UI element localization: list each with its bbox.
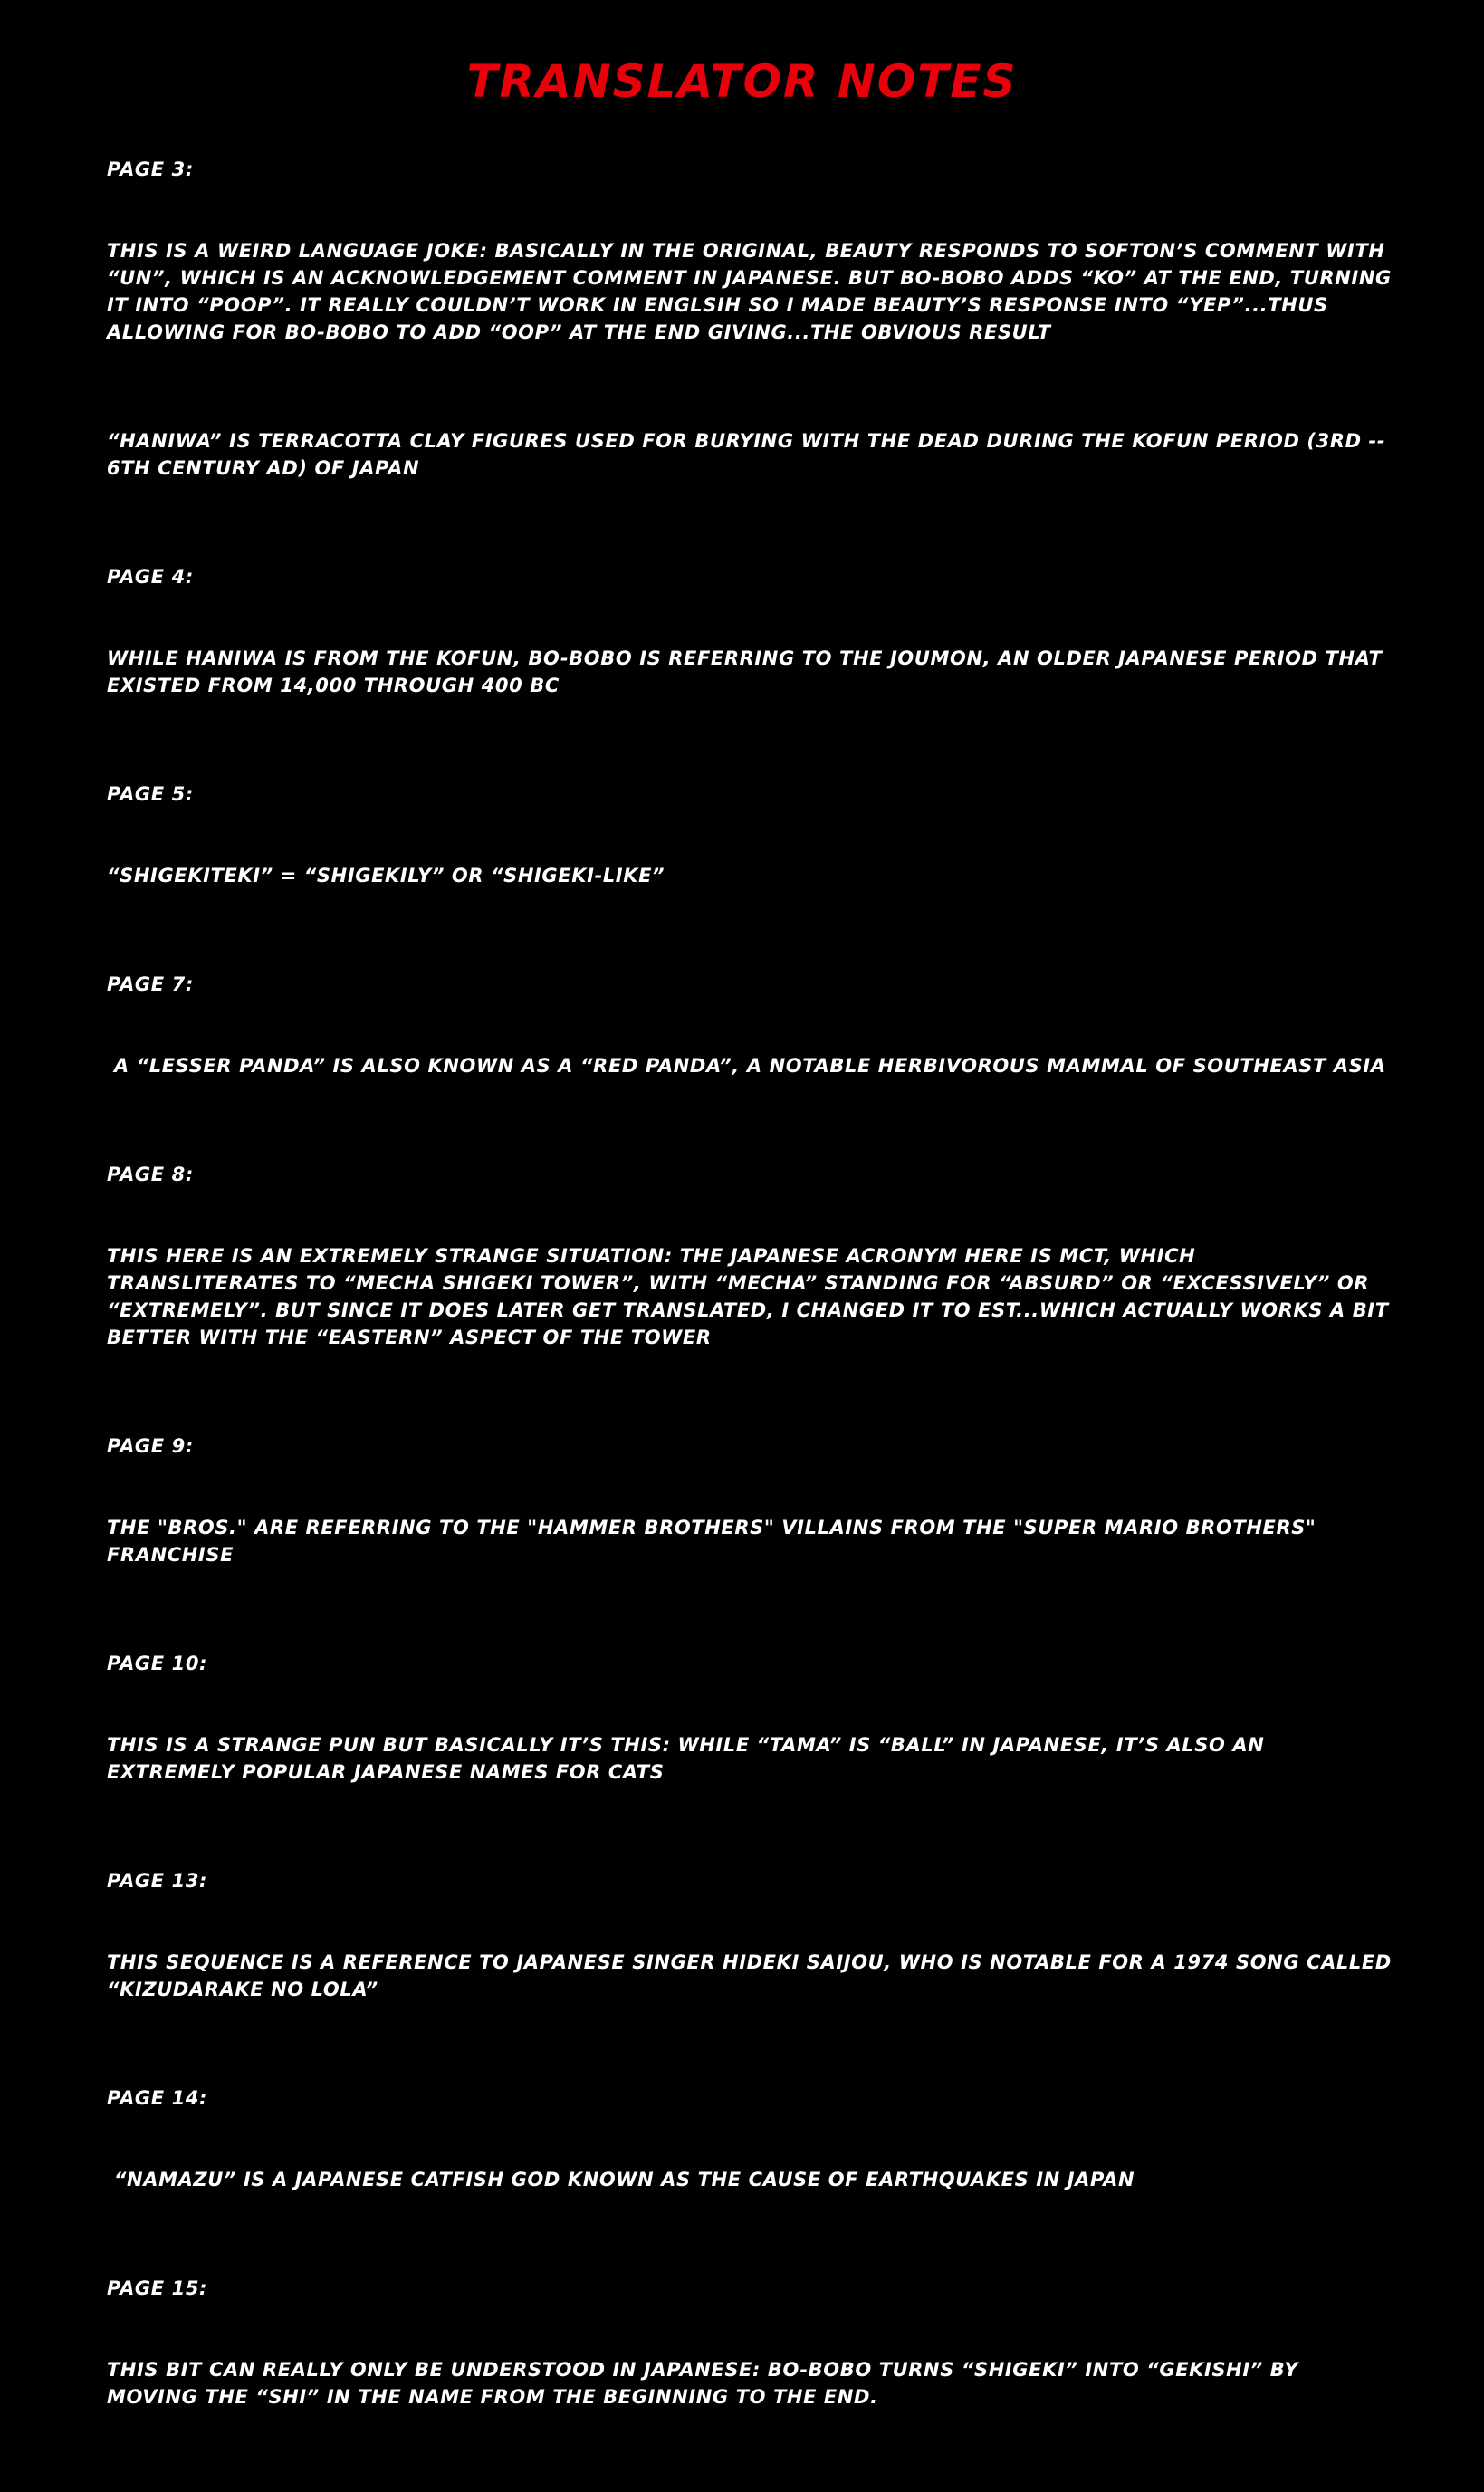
note-heading: PAGE 10: <box>107 1653 208 1674</box>
note-page-13 <box>107 1867 1399 2057</box>
note-page-14 <box>107 2085 1393 2248</box>
note-paragraph: THIS HERE IS AN EXTREMELY STRANGE SITUATION: THE JAPANESE ACRONYM HERE IS MCT, WHICH TRANSLITERATES TO “MECHA SHIGEKI TOWER”, WITH “MECHA” STANDING FOR “ABSURD” OR “EXCESSIVELY” OR “EXTREMELY”. BUT SINCE IT DOES LATER GET TRANSLATED, I CHANGED IT TO EST...WHICH ACTUALLY WORKS A BIT BETTER WITH THE “EASTERN” ASPECT OF THE TOWER <box>107 1245 1396 1348</box>
note-heading: PAGE 14: <box>107 2087 208 2109</box>
note-page-15 <box>107 2275 1393 2465</box>
note-body <box>107 1677 1393 1840</box>
note-heading: PAGE 13: <box>107 1870 208 1892</box>
note-heading: PAGE 7: <box>107 973 194 995</box>
note-paragraph: “SHIGEKITEKI” = “SHIGEKILY” OR “SHIGEKI-LIKE” <box>107 865 665 887</box>
note-page-9 <box>107 1433 1393 1623</box>
note-page-4 <box>107 563 1393 753</box>
note-heading: PAGE 15: <box>107 2277 208 2299</box>
note-body <box>107 1894 1399 2057</box>
note-paragraph: A “LESSER PANDA” IS ALSO KNOWN AS A “RED PANDA”, A NOTABLE HERBIVOROUS MAMMAL OF SOUTHEAST ASIA <box>107 1055 1386 1077</box>
note-paragraph: THIS IS A WEIRD LANGUAGE JOKE: BASICALLY IN THE ORIGINAL, BEAUTY RESPONDS TO SOFTON’S COMMENT WITH “UN”, WHICH IS AN ACKNOWLEDGEMENT COMMENT IN JAPANESE. BUT BO-BOBO ADDS “KO” AT THE END, TURNING IT INTO “POOP”. IT REALLY COULDN’T WORK IN ENGLSIH SO I MADE BEAUTY’S RESPONSE INTO “YEP”...THUS ALLOWING FOR BO-BOBO TO ADD “OOP” AT THE END GIVING...THE OBVIOUS RESULT <box>107 240 1399 343</box>
note-paragraph: “HANIWA” IS TERRACOTTA CLAY FIGURES USED FOR BURYING WITH THE DEAD DURING THE KOFUN PERIOD (3RD -- 6TH CENTURY AD) OF JAPAN <box>107 430 1393 479</box>
note-page-8 <box>107 1161 1396 1405</box>
note-page-3 <box>107 156 1399 536</box>
note-paragraph: THIS IS A STRANGE PUN BUT BASICALLY IT’S THIS: WHILE “TAMA” IS “BALL” IN JAPANESE, IT’S ALSO AN EXTREMELY POPULAR JAPANESE NAMES FOR CATS <box>107 1734 1272 1783</box>
note-body <box>107 1188 1396 1405</box>
note-body <box>107 2112 1393 2248</box>
note-paragraph: THIS SEQUENCE IS A REFERENCE TO JAPANESE SINGER HIDEKI SAIJOU, WHO IS NOTABLE FOR A 1974 SONG CALLED “KIZUDARAKE NO LOLA” <box>107 1951 1399 2000</box>
note-page-10 <box>107 1650 1393 1840</box>
note-body <box>107 998 1393 1134</box>
note-paragraph: THIS BIT CAN REALLY ONLY BE UNDERSTOOD IN JAPANESE: BO-BOBO TURNS “SHIGEKI” INTO “GEKISHI” BY MOVING THE “SHI” IN THE NAME FROM THE BEGINNING TO THE END. <box>107 2359 1306 2408</box>
note-heading: PAGE 9: <box>107 1435 194 1457</box>
note-page-7 <box>107 971 1393 1134</box>
note-body <box>107 808 1393 944</box>
note-heading: PAGE 8: <box>107 1164 194 1185</box>
note-heading: PAGE 3: <box>107 158 194 180</box>
notes-list <box>107 156 1399 2492</box>
note-body <box>107 590 1393 753</box>
note-heading: PAGE 4: <box>107 566 194 588</box>
note-page-5 <box>107 781 1393 944</box>
note-body <box>107 183 1399 536</box>
note-paragraph: THE "BROS." ARE REFERRING TO THE "HAMMER BROTHERS" VILLAINS FROM THE "SUPER MARIO BROTHERS" FRANCHISE <box>107 1517 1324 1566</box>
note-body <box>107 2302 1393 2465</box>
note-heading: PAGE 5: <box>107 783 194 805</box>
note-paragraph: “NAMAZU” IS A JAPANESE CATFISH GOD KNOWN AS THE CAUSE OF EARTHQUAKES IN JAPAN <box>107 2169 1135 2190</box>
note-paragraph: WHILE HANIWA IS FROM THE KOFUN, BO-BOBO IS REFERRING TO THE JOUMON, AN OLDER JAPANESE PERIOD THAT EXISTED FROM 14,000 THROUGH 400 BC <box>107 647 1390 696</box>
page-title: TRANSLATOR NOTES <box>466 55 1018 108</box>
note-body <box>107 1460 1393 1623</box>
